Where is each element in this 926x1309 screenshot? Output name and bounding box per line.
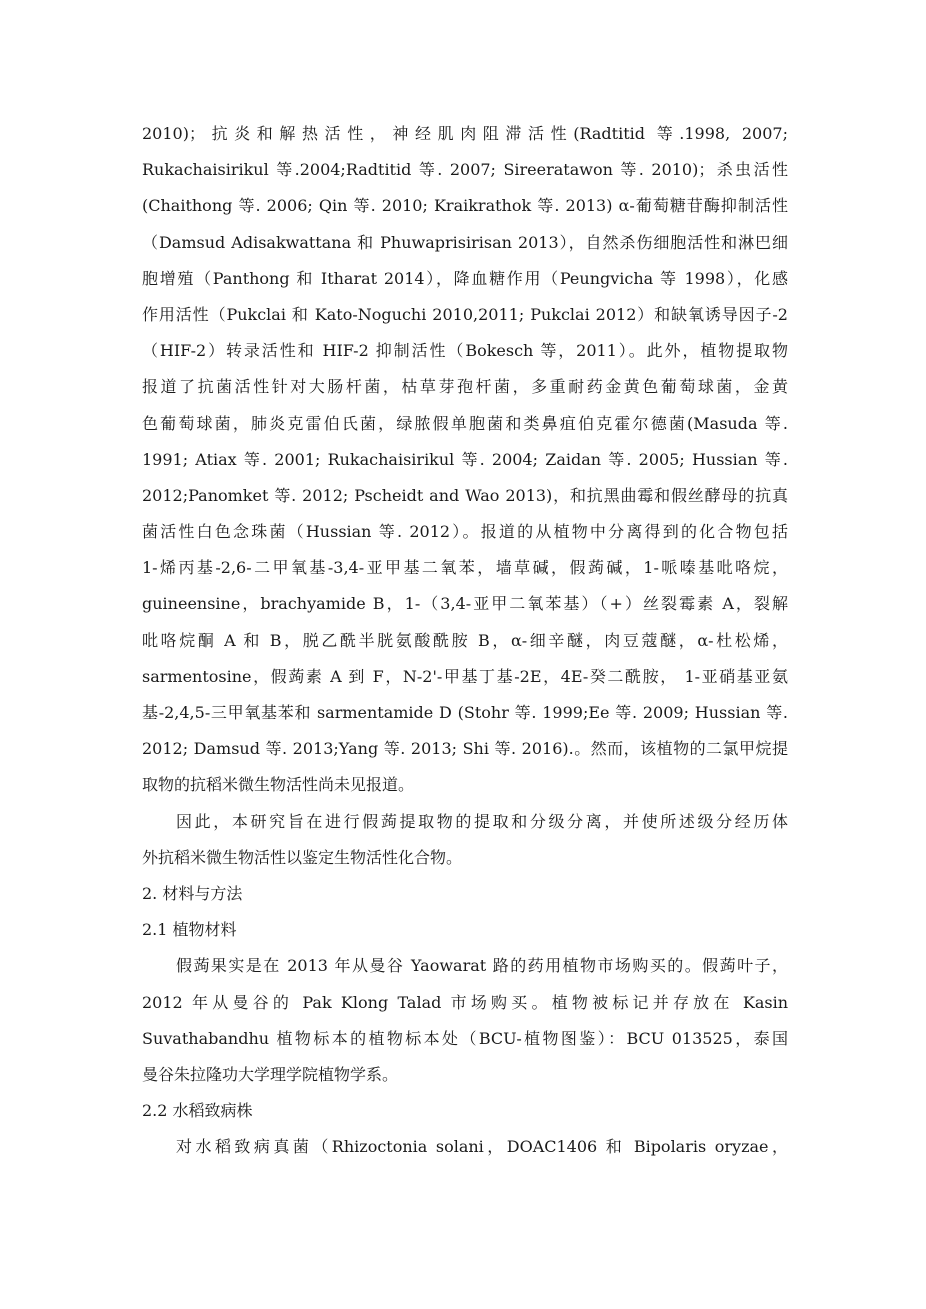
body-text: [142, 116, 788, 1165]
text-line: (Chaithong 等. 2006; Qin 等. 2010; Kraikrathok 等. 2013) α-葡萄糖苷酶抑制活性: [142, 196, 788, 216]
text-line: 色葡萄球菌，肺炎克雷伯氏菌，绿脓假单胞菌和类鼻疽伯克霍尔德菌(Masuda 等.: [142, 413, 788, 433]
text-line: 取物的抗稻米微生物活性尚未见报道。: [142, 775, 415, 795]
text-line: 1991; Atiax 等. 2001; Rukachaisirikul 等. 2004; Zaidan 等. 2005; Hussian 等.: [142, 449, 788, 469]
section-heading: 2. 材料与方法: [142, 883, 243, 903]
text-line: 2012; Damsud 等. 2013;Yang 等. 2013; Shi 等. 2016).。然而，该植物的二氯甲烷提: [142, 739, 788, 759]
text-line: 胞增殖（Panthong 和 Itharat 2014），降血糖作用（Peungvicha 等 1998），化感: [142, 268, 788, 288]
text-line: 2010)；抗炎和解热活性，神经肌肉阻滞活性(Radtitid 等.1998, 2007;: [142, 124, 788, 143]
text-line: guineensine，brachyamide B，1-（3,4-亚甲二氧苯基）（+）丝裂霉素 A，裂解: [142, 594, 788, 614]
text-line: （HIF-2）转录活性和 HIF-2 抑制活性（Bokesch 等，2011）。此外，植物提取物: [142, 341, 788, 361]
text-line: 作用活性（Pukclai 和 Kato-Noguchi 2010,2011; Pukclai 2012）和缺氧诱导因子-2: [142, 304, 788, 324]
text-line: 菌活性白色念珠菌（Hussian 等. 2012）。报道的从植物中分离得到的化合物包括: [142, 522, 788, 542]
text-line: 对水稻致病真菌（Rhizoctonia solani，DOAC1406 和 Bipolaris oryzae，: [176, 1137, 788, 1157]
text-line: 1-烯丙基-2,6-二甲氧基-3,4-亚甲基二氧苯，墙草碱，假蒟碱，1-哌嗪基吡咯烷，: [142, 558, 788, 578]
text-line: 曼谷朱拉隆功大学理学院植物学系。: [142, 1064, 399, 1084]
text-line: 2012 年从曼谷的 Pak Klong Talad 市场购买。植物被标记并存放在 Kasin: [142, 992, 788, 1012]
text-line: 基-2,4,5-三甲氧基苯和 sarmentamide D (Stohr 等. 1999;Ee 等. 2009; Hussian 等.: [142, 703, 788, 722]
text-line: Suvathabandhu 植物标本的植物标本处（BCU-植物图鉴）：BCU 013525，泰国: [142, 1028, 788, 1048]
text-line: 外抗稻米微生物活性以鉴定生物活性化合物。: [142, 847, 463, 867]
subsection-heading: 2.2 水稻致病株: [142, 1101, 253, 1121]
text-line: 报道了抗菌活性针对大肠杆菌，枯草芽孢杆菌，多重耐药金黄色葡萄球菌，金黄: [142, 377, 788, 397]
text-line: 因此，本研究旨在进行假蒟提取物的提取和分级分离，并使所述级分经历体: [176, 811, 788, 831]
text-line: 2012;Panomket 等. 2012; Pscheidt and Wao 2013)，和抗黑曲霉和假丝酵母的抗真: [142, 485, 788, 505]
text-line: （Damsud Adisakwattana 和 Phuwaprisirisan 2013），自然杀伤细胞活性和淋巴细: [142, 232, 788, 252]
text-line: sarmentosine，假蒟素 A 到 F，N-2'-甲基丁基-2E，4E-癸二酰胺， 1-亚硝基亚氨: [142, 666, 788, 686]
text-line: Rukachaisirikul 等.2004;Radtitid 等. 2007; Sireeratawon 等. 2010)；杀虫活性: [142, 160, 788, 180]
subsection-heading: 2.1 植物材料: [142, 920, 237, 940]
text-line: 假蒟果实是在 2013 年从曼谷 Yaowarat 路的药用植物市场购买的。假蒟叶子，: [176, 956, 788, 976]
text-line: 吡咯烷酮 A 和 B，脱乙酰半胱氨酸酰胺 B，α-细辛醚，肉豆蔻醚，α-杜松烯，: [142, 630, 788, 650]
